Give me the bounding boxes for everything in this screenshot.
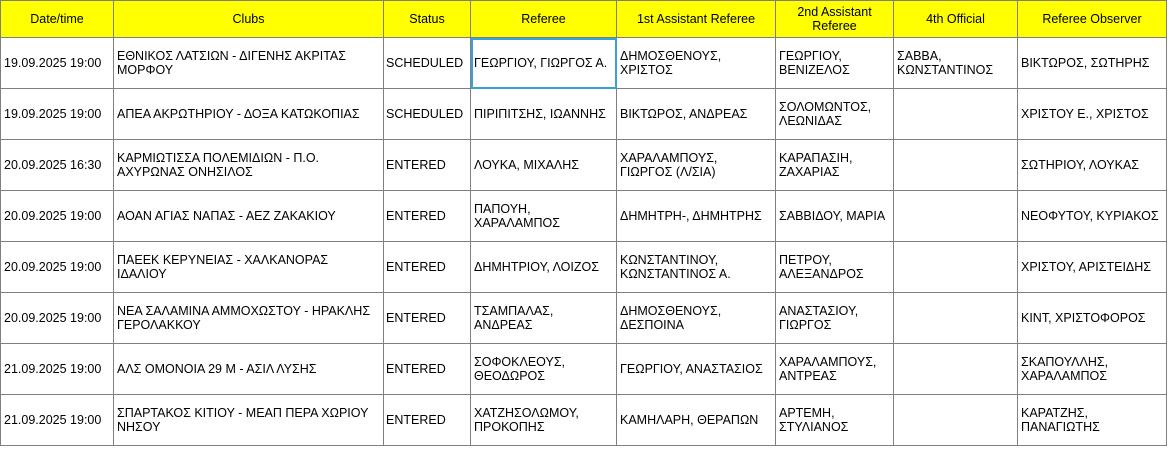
cell-datetime[interactable]: 19.09.2025 19:00 <box>1 89 114 140</box>
cell-referee-observer[interactable]: ΚΑΡΑΤΖΗΣ, ΠΑΝΑΓΙΩΤΗΣ <box>1018 395 1167 446</box>
cell-4th-official[interactable] <box>894 293 1018 344</box>
cell-2nd-assistant-referee[interactable]: ΣΟΛΟΜΩΝΤΟΣ, ΛΕΩΝΙΔΑΣ <box>776 89 894 140</box>
header-status: Status <box>384 1 471 38</box>
header-row <box>1 1 1167 38</box>
cell-referee[interactable]: ΠΑΠΟΥΗ, ΧΑΡΑΛΑΜΠΟΣ <box>471 191 617 242</box>
cell-1st-assistant-referee[interactable]: ΔΗΜΟΣΘΕΝΟΥΣ, ΔΕΣΠΟΙΝΑ <box>617 293 776 344</box>
table-row <box>1 344 1167 395</box>
cell-status[interactable]: ENTERED <box>384 140 471 191</box>
cell-4th-official[interactable]: ΣΑΒΒΑ, ΚΩΝΣΤΑΝΤΙΝΟΣ <box>894 38 1018 89</box>
cell-clubs[interactable]: ΚΑΡΜΙΩΤΙΣΣΑ ΠΟΛΕΜΙΔΙΩΝ - Π.Ο. ΑΧΥΡΩΝΑΣ ΟΝΗΣΙΛΟΣ <box>114 140 384 191</box>
cell-1st-assistant-referee[interactable]: ΔΗΜΟΣΘΕΝΟΥΣ, ΧΡΙΣΤΟΣ <box>617 38 776 89</box>
cell-status[interactable]: SCHEDULED <box>384 38 471 89</box>
cell-status[interactable]: ENTERED <box>384 242 471 293</box>
cell-referee-observer[interactable]: ΧΡΙΣΤΟΥ Ε., ΧΡΙΣΤΟΣ <box>1018 89 1167 140</box>
cell-4th-official[interactable] <box>894 140 1018 191</box>
header-clubs: Clubs <box>114 1 384 38</box>
header-datetime: Date/time <box>1 1 114 38</box>
table-row <box>1 38 1167 89</box>
cell-clubs[interactable]: ΑΟΑΝ ΑΓΙΑΣ ΝΑΠΑΣ - ΑΕΖ ΖΑΚΑΚΙΟΥ <box>114 191 384 242</box>
table-row <box>1 293 1167 344</box>
cell-1st-assistant-referee[interactable]: ΚΩΝΣΤΑΝΤΙΝΟΥ, ΚΩΝΣΤΑΝΤΙΝΟΣ Α. <box>617 242 776 293</box>
cell-referee[interactable]: ΠΙΡΙΠΙΤΣΗΣ, ΙΩΑΝΝΗΣ <box>471 89 617 140</box>
cell-clubs[interactable]: ΠΑΕΕΚ ΚΕΡΥΝΕΙΑΣ - ΧΑΛΚΑΝΟΡΑΣ ΙΔΑΛΙΟΥ <box>114 242 384 293</box>
cell-datetime[interactable]: 20.09.2025 19:00 <box>1 191 114 242</box>
cell-referee[interactable]: ΤΣΑΜΠΑΛΑΣ, ΑΝΔΡΕΑΣ <box>471 293 617 344</box>
cell-referee[interactable]: ΓΕΩΡΓΙΟΥ, ΓΙΩΡΓΟΣ Α. <box>471 38 617 89</box>
header-4th-official: 4th Official <box>894 1 1018 38</box>
cell-2nd-assistant-referee[interactable]: ΚΑΡΑΠΑΣΙΗ, ΖΑΧΑΡΙΑΣ <box>776 140 894 191</box>
cell-4th-official[interactable] <box>894 395 1018 446</box>
table-row <box>1 395 1167 446</box>
cell-status[interactable]: ENTERED <box>384 293 471 344</box>
cell-2nd-assistant-referee[interactable]: ΣΑΒΒΙΔΟΥ, ΜΑΡΙΑ <box>776 191 894 242</box>
cell-2nd-assistant-referee[interactable]: ΧΑΡΑΛΑΜΠΟΥΣ, ΑΝΤΡΕΑΣ <box>776 344 894 395</box>
cell-datetime[interactable]: 21.09.2025 19:00 <box>1 395 114 446</box>
cell-1st-assistant-referee[interactable]: ΓΕΩΡΓΙΟΥ, ΑΝΑΣΤΑΣΙΟΣ <box>617 344 776 395</box>
cell-referee-observer[interactable]: ΧΡΙΣΤΟΥ, ΑΡΙΣΤΕΙΔΗΣ <box>1018 242 1167 293</box>
cell-4th-official[interactable] <box>894 242 1018 293</box>
header-referee: Referee <box>471 1 617 38</box>
table-row <box>1 242 1167 293</box>
cell-1st-assistant-referee[interactable]: ΒΙΚΤΩΡΟΣ, ΑΝΔΡΕΑΣ <box>617 89 776 140</box>
cell-datetime[interactable]: 21.09.2025 19:00 <box>1 344 114 395</box>
cell-status[interactable]: ENTERED <box>384 395 471 446</box>
cell-datetime[interactable]: 19.09.2025 19:00 <box>1 38 114 89</box>
cell-referee[interactable]: ΛΟΥΚΑ, ΜΙΧΑΛΗΣ <box>471 140 617 191</box>
cell-referee-observer[interactable]: ΒΙΚΤΩΡΟΣ, ΣΩΤΗΡΗΣ <box>1018 38 1167 89</box>
cell-referee[interactable]: ΣΟΦΟΚΛΕΟΥΣ, ΘΕΟΔΩΡΟΣ <box>471 344 617 395</box>
cell-4th-official[interactable] <box>894 89 1018 140</box>
cell-referee-observer[interactable]: ΣΚΑΠΟΥΛΛΗΣ, ΧΑΡΑΛΑΜΠΟΣ <box>1018 344 1167 395</box>
cell-referee-observer[interactable]: ΚΙΝΤ, ΧΡΙΣΤΟΦΟΡΟΣ <box>1018 293 1167 344</box>
cell-clubs[interactable]: ΣΠΑΡΤΑΚΟΣ ΚΙΤΙΟΥ - ΜΕΑΠ ΠΕΡΑ ΧΩΡΙΟΥ ΝΗΣΟΥ <box>114 395 384 446</box>
cell-clubs[interactable]: ΕΘΝΙΚΟΣ ΛΑΤΣΙΩΝ - ΔΙΓΕΝΗΣ ΑΚΡΙΤΑΣ ΜΟΡΦΟΥ <box>114 38 384 89</box>
cell-clubs[interactable]: ΑΛΣ ΟΜΟΝΟΙΑ 29 Μ - ΑΣΙΛ ΛΥΣΗΣ <box>114 344 384 395</box>
cell-2nd-assistant-referee[interactable]: ΠΕΤΡΟΥ, ΑΛΕΞΑΝΔΡΟΣ <box>776 242 894 293</box>
header-2nd-assistant-referee: 2nd Assistant Referee <box>776 1 894 38</box>
header-referee-observer: Referee Observer <box>1018 1 1167 38</box>
header-1st-assistant-referee: 1st Assistant Referee <box>617 1 776 38</box>
cell-4th-official[interactable] <box>894 344 1018 395</box>
cell-datetime[interactable]: 20.09.2025 19:00 <box>1 242 114 293</box>
table-row <box>1 191 1167 242</box>
cell-referee-observer[interactable]: ΣΩΤΗΡΙΟΥ, ΛΟΥΚΑΣ <box>1018 140 1167 191</box>
cell-datetime[interactable]: 20.09.2025 16:30 <box>1 140 114 191</box>
cell-status[interactable]: SCHEDULED <box>384 89 471 140</box>
cell-clubs[interactable]: ΝΕΑ ΣΑΛΑΜΙΝΑ ΑΜΜΟΧΩΣΤΟΥ - ΗΡΑΚΛΗΣ ΓΕΡΟΛΑΚΚΟΥ <box>114 293 384 344</box>
cell-2nd-assistant-referee[interactable]: ΑΝΑΣΤΑΣΙΟΥ, ΓΙΩΡΓΟΣ <box>776 293 894 344</box>
cell-referee[interactable]: ΔΗΜΗΤΡΙΟΥ, ΛΟΙΖΟΣ <box>471 242 617 293</box>
cell-2nd-assistant-referee[interactable]: ΑΡΤΕΜΗ, ΣΤΥΛΙΑΝΟΣ <box>776 395 894 446</box>
cell-2nd-assistant-referee[interactable]: ΓΕΩΡΓΙΟΥ, ΒΕΝΙΖΕΛΟΣ <box>776 38 894 89</box>
cell-status[interactable]: ENTERED <box>384 191 471 242</box>
cell-1st-assistant-referee[interactable]: ΚΑΜΗΛΑΡΗ, ΘΕΡΑΠΩΝ <box>617 395 776 446</box>
cell-referee-observer[interactable]: ΝΕΟΦΥΤΟΥ, ΚΥΡΙΑΚΟΣ <box>1018 191 1167 242</box>
cell-4th-official[interactable] <box>894 191 1018 242</box>
cell-1st-assistant-referee[interactable]: ΧΑΡΑΛΑΜΠΟΥΣ, ΓΙΩΡΓΟΣ (Λ/ΣΙΑ) <box>617 140 776 191</box>
cell-datetime[interactable]: 20.09.2025 19:00 <box>1 293 114 344</box>
table-row <box>1 140 1167 191</box>
table-row <box>1 89 1167 140</box>
cell-clubs[interactable]: ΑΠΕΑ ΑΚΡΩΤΗΡΙΟΥ - ΔΟΞΑ ΚΑΤΩΚΟΠΙΑΣ <box>114 89 384 140</box>
cell-status[interactable]: ENTERED <box>384 344 471 395</box>
cell-1st-assistant-referee[interactable]: ΔΗΜΗΤΡΗ-, ΔΗΜΗΤΡΗΣ <box>617 191 776 242</box>
cell-referee[interactable]: ΧΑΤΖΗΣΟΛΩΜΟΥ, ΠΡΟΚΟΠΗΣ <box>471 395 617 446</box>
